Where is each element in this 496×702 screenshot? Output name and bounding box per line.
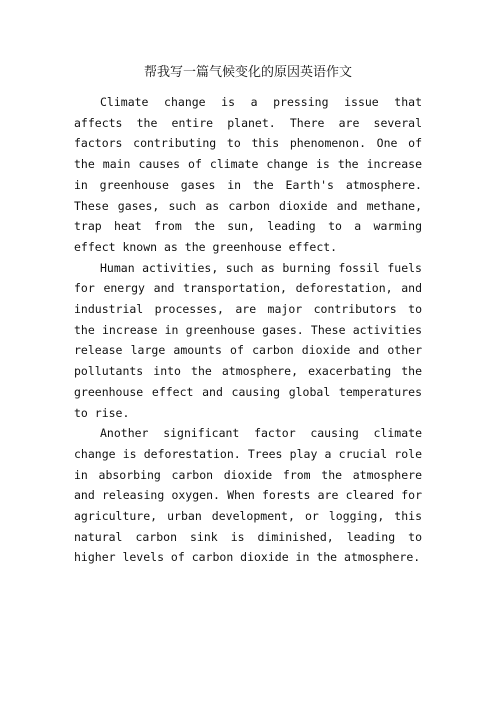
paragraph-2: Human activities, such as burning fossil fuels for energy and transportation, deforestation, and industrial processes, are major contributors to the increase in greenhouse gases. These activities release large amounts of carbon dioxide and other pollutants into the atmosphere, exacerbating the greenhouse effect and causing global temperatures to rise.: [74, 260, 422, 420]
document-body: [74, 92, 422, 568]
paragraph-3: Another significant factor causing climate change is deforestation. Trees play a crucial role in absorbing carbon dioxide from the atmosphere and releasing oxygen. When forests are cleared for agriculture, urban development, or logging, this natural carbon sink is diminished, leading to higher levels of carbon dioxide in the atmosphere.: [74, 426, 422, 565]
document-title: 帮我写一篇气候变化的原因英语作文: [143, 65, 352, 80]
paragraph-1: Climate change is a pressing issue that affects the entire planet. There are several factors contributing to this phenomenon. One of the main causes of climate change is the increase in greenhouse gases in the Earth's atmosphere. These gases, such as carbon dioxide and methane, trap heat from the sun, leading to a warming effect known as the greenhouse effect.: [74, 95, 422, 254]
